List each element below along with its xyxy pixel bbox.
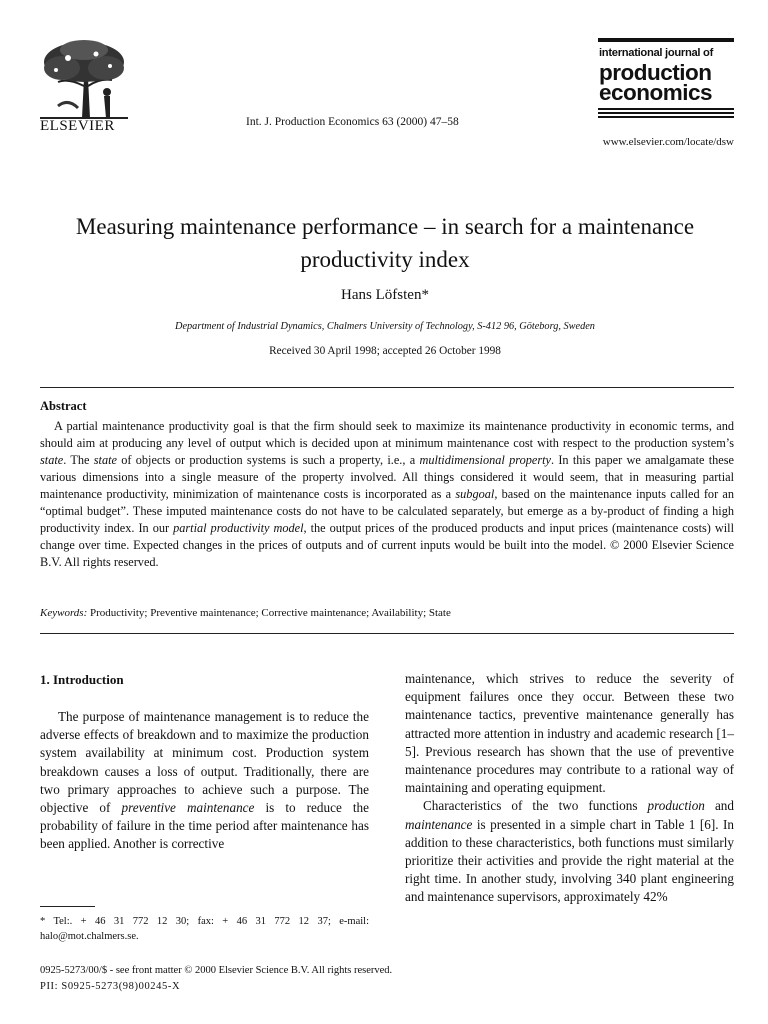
article-author: Hans Löfsten* <box>341 287 429 303</box>
brand-prefix: international journal of <box>599 47 714 59</box>
abstract-heading: Abstract <box>40 399 87 413</box>
journal-citation: Int. J. Production Economics 63 (2000) 47–58 <box>246 116 459 128</box>
pii-identifier: PII: S0925-5273(98)00245-X <box>40 981 181 992</box>
journal-brand <box>598 38 734 120</box>
author-affiliation: Department of Industrial Dynamics, Chalmers University of Technology, S-412 96, Göteborg, Sweden <box>175 321 595 332</box>
section-heading-introduction: 1. Introduction <box>40 672 124 687</box>
brand-bottom-bars <box>598 108 734 118</box>
brand-line-2: economics <box>599 80 713 105</box>
received-dates: Received 30 April 1998; accepted 26 October 1998 <box>269 345 501 357</box>
elsevier-tree-logo-icon <box>38 38 130 120</box>
abstract-body: A partial maintenance productivity goal is that the firm should seek to maximize its maintenance productivity in economic terms, and should aim at producing any level of output which is decided upon at minimum maintenance cost with respect to the production system’s state. The state of objects or production systems is such a property, i.e., a multidimensional property. In this paper we amalgamate these various dimensions into a single measure of the property involved. All things considered it would seem, that in measuring partial maintenance productivity, minimization of maintenance costs is incorporated as a subgoal, based on the maintenance inputs called for an “optimal budget”. These imputed maintenance costs do not have to be calculated separately, but emerge as a by-product of finding a high productivity index. In our partial productivity model, the output prices of the produced products and input prices (maintenance costs) will change over time. Expected changes in the prices of outputs and of current inputs would be built into the model. © 2000 Elsevier Science B.V. All rights reserved. <box>40 419 735 569</box>
keywords <box>40 607 734 619</box>
brand-line-1: production <box>599 60 712 85</box>
front-matter-notice: 0925-5273/00/$ - see front matter © 2000 Elsevier Science B.V. All rights reserved. <box>40 965 393 976</box>
intro-right-column: maintenance, which strives to reduce the severity of equipment failures once they occur. Between these two maintenance tactics, preventive maintenance generally has attracted more attention in industry and academic research [1–5]. Previous research has shown that the use of preventive maintenance procedures may contribute to a rational way of maintaining and operating equipment. Characteristics of the two functions production and maintenance is presented in a simple chart in Table 1 [6]. In addition to these characteristics, both functions must similarly prioritize their activities and provide the right material at the right time. In another study, involving 340 plant engineering and maintenance supervisors, approximately 42% <box>405 671 734 905</box>
keywords-text: Productivity; Preventive maintenance; Corrective maintenance; Availability; State <box>87 607 451 619</box>
brand-top-bar <box>598 38 734 42</box>
footnote-rule <box>40 906 95 907</box>
intro-left-column: The purpose of maintenance management is to reduce the adverse effects of breakdown and to maximize the production system availability at minimum cost. Production system breakdown causes a loss of output. Traditionally, there are two primary approaches to achieve such a purpose. The objective of preventive maintenance is to reduce the probability of failure in the time period after maintenance has been applied. Another is corrective <box>40 709 369 852</box>
publisher-name: ELSEVIER <box>40 118 115 134</box>
keywords-label: Keywords: <box>40 607 88 619</box>
divider-top <box>40 387 734 388</box>
author-footnote: * Tel:. + 46 31 772 12 30; fax: + 46 31 772 12 37; e-mail: halo@mot.chalmers.se. <box>40 916 369 942</box>
divider-bottom <box>40 633 734 634</box>
article-title: Measuring maintenance performance – in search for a maintenance productivity index <box>75 214 695 272</box>
journal-url[interactable]: www.elsevier.com/locate/dsw <box>602 136 734 148</box>
